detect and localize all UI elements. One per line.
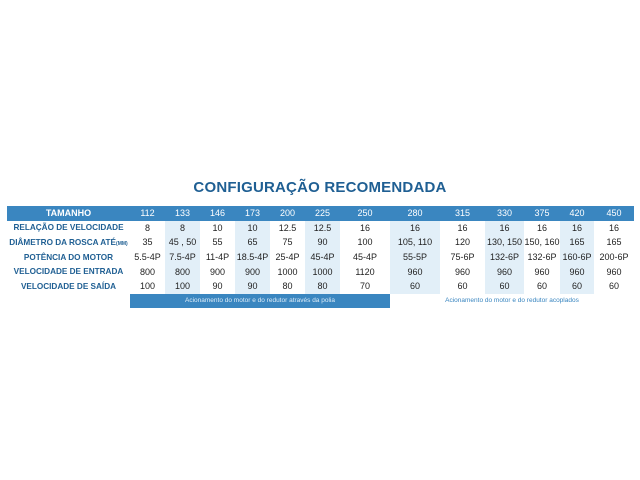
speed-ratio-row <box>7 221 634 236</box>
table-cell: 16 <box>485 221 524 236</box>
size-cell: 420 <box>560 206 594 221</box>
table-cell: 60 <box>560 279 594 294</box>
table-cell: 132-6P <box>485 250 524 265</box>
table-cell: 16 <box>457 222 468 233</box>
size-cell: 315 <box>440 206 485 221</box>
coupled-drive-note: Acionamento do motor e do redutor acoplados <box>390 294 634 309</box>
size-cell: 200 <box>270 206 305 221</box>
table-cell: 120 <box>454 237 471 248</box>
output-speed-row <box>7 279 634 294</box>
table-cell: 8 <box>165 221 200 236</box>
table-cell: 16 <box>390 221 440 236</box>
table-cell: 100 <box>357 237 373 248</box>
table-cell: 10 <box>212 222 223 233</box>
size-cell: 173 <box>235 206 270 221</box>
row-label <box>7 235 130 250</box>
row-label: RELAÇÃO DE VELOCIDADE <box>7 221 130 236</box>
input-speed-row <box>7 264 634 279</box>
table-cell: 132-6P <box>527 252 557 263</box>
table-cell: 960 <box>454 266 471 277</box>
row-label: VELOCIDADE DE ENTRADA <box>7 264 130 279</box>
size-cell: 225 <box>305 206 340 221</box>
table-cell: 960 <box>606 266 622 277</box>
table-cell: 150, 160 <box>524 237 560 248</box>
table-cell: 70 <box>359 281 370 292</box>
table-cell: 100 <box>165 279 200 294</box>
table-cell: 100 <box>139 281 156 292</box>
motor-power-row <box>7 250 634 265</box>
table-cell: 16 <box>608 222 619 233</box>
table-cell: 60 <box>485 279 524 294</box>
table-cell: 8 <box>144 222 150 233</box>
table-cell: 200-6P <box>599 252 629 263</box>
table-cell: 960 <box>560 264 594 279</box>
table-cell: 55 <box>212 237 223 248</box>
row-label-text: DIÂMETRO DA ROSCA ATÉ <box>9 237 117 247</box>
header-row <box>7 206 634 221</box>
size-cell: 375 <box>524 206 560 221</box>
table-cell: 5.5-4P <box>134 252 161 263</box>
table-cell: 800 <box>165 264 200 279</box>
table-cell: 960 <box>390 264 440 279</box>
table-cell: 1000 <box>305 264 340 279</box>
size-header-label: TAMANHO <box>7 206 130 221</box>
table-cell: 960 <box>534 266 550 277</box>
size-cell: 146 <box>200 206 235 221</box>
row-label: POTÊNCIA DO MOTOR <box>7 250 130 265</box>
table-cell: 16 <box>359 222 370 233</box>
table-cell: 80 <box>282 281 293 292</box>
table-cell: 35 <box>142 237 153 248</box>
table-cell: 130, 150 <box>485 235 524 250</box>
table-cell: 60 <box>608 281 619 292</box>
table-cell: 60 <box>536 281 547 292</box>
table-cell: 160-6P <box>560 250 594 265</box>
table-cell: 55-5P <box>390 250 440 265</box>
drive-type-footer-row <box>7 294 634 309</box>
table-cell: 16 <box>560 221 594 236</box>
table-cell: 12.5 <box>305 221 340 236</box>
table-cell: 960 <box>485 264 524 279</box>
table-cell: 90 <box>212 281 223 292</box>
table-cell: 45-4P <box>352 252 378 263</box>
belt-drive-note: Acionamento do motor e do redutor através da polia <box>130 294 390 309</box>
table-cell: 90 <box>235 279 270 294</box>
size-cell: 112 <box>130 206 165 221</box>
screw-diameter-row <box>7 235 634 250</box>
size-cell: 250 <box>340 206 390 221</box>
footer-blank-cell <box>7 294 130 309</box>
table-cell: 1120 <box>355 266 375 277</box>
table-cell: 75 <box>282 237 293 248</box>
table-cell: 800 <box>139 266 156 277</box>
table-cell: 45 , 50 <box>165 235 200 250</box>
table-cell: 900 <box>235 264 270 279</box>
table-cell: 60 <box>457 281 468 292</box>
table-cell: 1000 <box>277 266 298 277</box>
table-cell: 11-4P <box>205 252 230 263</box>
page-title: CONFIGURAÇÃO RECOMENDADA <box>193 179 447 196</box>
table-cell: 900 <box>209 266 226 277</box>
recommended-configuration-table <box>7 206 634 308</box>
table-cell: 65 <box>235 235 270 250</box>
table-cell: 18.5-4P <box>235 250 270 265</box>
size-cell: 133 <box>165 206 200 221</box>
size-cell: 280 <box>390 206 440 221</box>
table-cell: 12.5 <box>278 222 297 233</box>
unit-label: (MM) <box>116 240 128 247</box>
size-cell: 450 <box>594 206 634 221</box>
table-cell: 80 <box>305 279 340 294</box>
table-cell: 60 <box>390 279 440 294</box>
table-cell: 10 <box>235 221 270 236</box>
table-cell: 165 <box>560 235 594 250</box>
table-cell: 90 <box>305 235 340 250</box>
table-cell: 165 <box>606 237 622 248</box>
table-cell: 105, 110 <box>390 235 440 250</box>
table-cell: 25-4P <box>275 252 300 263</box>
row-label: VELOCIDADE DE SAÍDA <box>7 279 130 294</box>
table-cell: 7.5-4P <box>165 250 200 265</box>
table-cell: 16 <box>536 222 547 233</box>
table-cell: 45-4P <box>305 250 340 265</box>
table-cell: 75-6P <box>450 252 475 263</box>
size-cell: 330 <box>485 206 524 221</box>
